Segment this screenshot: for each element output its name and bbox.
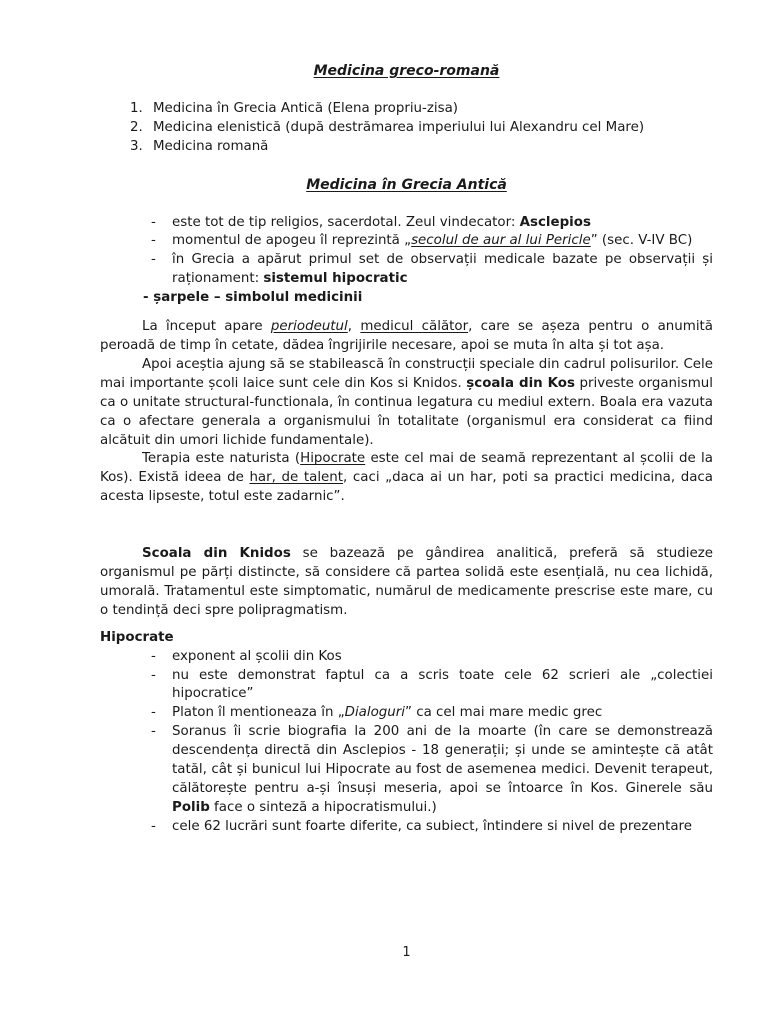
list-item [100,100,713,119]
text-run: este tot de tip religios, sacerdotal. Zeul vindecator: [172,214,520,230]
text-run: se bazează pe gândirea analitică, preferă să studieze organismul pe părți distincte, să considere că partea solidă este esențială, nu cea lichidă, umorală. Tratamentul este simptomatic, numărul de medicamente prescrise este mare, cu o tendință deci spre polipragmatism. [100,546,713,618]
numbered-list [100,100,713,157]
text-run: , care se așeza pentru o anumită peroadă de timp în cetate, dădea îngrijirile necesare, apoi se muta în alta și tot așa. [100,319,713,353]
text-run: secolul de aur al lui Pericle [411,233,591,249]
bullet-list [100,648,713,837]
list-item [100,667,713,705]
text-run: Platon îl mentioneaza în „ [172,705,345,721]
list-item [100,723,713,818]
bullet-line [100,289,713,308]
text-run: ” (sec. V-IV BC) [590,233,693,249]
list-item [100,214,713,233]
list-item [100,138,713,157]
bullet-list [100,214,713,290]
text-run: Hipocrate [100,629,174,645]
list-marker: - [151,214,156,230]
text-run: Medicina romană [153,138,269,154]
text-run: Asclepios [519,214,591,230]
list-marker: 2. [130,119,143,135]
list-marker: - [151,818,156,834]
text-run: Medicina greco-romană [313,63,500,79]
text-run: , [347,319,361,335]
list-item [100,251,713,289]
list-marker: 3. [130,138,143,154]
text-run: har, de talent [249,470,344,486]
text-run: Medicina în Grecia Antică (Elena propriu-zisa) [153,100,459,116]
text-run: ” ca cel mai mare medic grec [405,705,603,721]
text-run: periodeutul [270,319,348,335]
list-marker: - [151,705,156,721]
list-marker: 1. [130,100,143,116]
text-run: șarpele – simbolul medicinii [153,290,363,306]
list-marker: - [151,648,156,664]
list-marker: - [151,252,156,268]
text-run: Scoala din Knidos [142,546,291,562]
list-marker: - [151,724,156,740]
list-marker: - [143,290,154,306]
list-marker: - [151,233,156,249]
list-item [100,119,713,138]
section-title [100,176,713,195]
text-run: Polib [172,799,210,815]
list-marker: - [151,667,156,683]
text-run: Apoi aceștia ajung să se stabilească în construcții speciale din cadrul polisurilor. Cele mai importante școli laice sunt cele din Kos si Knidos. [100,356,713,391]
document-content [100,62,713,837]
text-run: Terapia este naturista ( [142,451,301,467]
text-run: Soranus îi scrie biografia la 200 ani de la moarte (în care se demonstrează descendența directă din Asclepios - 18 generații; și unde se amintește că atât tatăl, cât și bunicul lui Hipocrate au fost de asemenea medici. Devenit terapeut, călătorește pentru a-și însuși meseria, apoi se întoarce în Kos. Ginerele său [172,724,713,796]
paragraph [100,318,713,356]
text-run: momentul de apogeu îl reprezintă „ [172,233,412,249]
text-run: Dialoguri [344,705,406,721]
text-run: La început apare [142,319,271,335]
page-number: 1 [402,945,411,960]
paragraph [100,450,713,507]
section-title [100,62,713,81]
text-run: medicul călător [360,319,469,335]
text-run: nu este demonstrat faptul ca a scris toate cele 62 scrieri ale „colectiei hipocratice” [172,667,713,702]
text-run: este cel mai de seamă reprezentant al școlii de la Kos). Există ideea de [100,451,713,486]
text-run: școala din Kos [466,375,575,391]
section-heading [100,629,713,648]
paragraph [100,356,713,451]
list-item [100,648,713,667]
text-run: sistemul hipocratic [263,271,408,287]
text-run: face o sinteză a hipocratismului.) [209,799,437,815]
text-run: Hipocrate [300,451,366,467]
paragraph [100,545,713,621]
text-run: priveste organismul ca o unitate structural-functionala, în continua legatura cu mediul extern. Boala era vazuta ca o afectare generala a organismului în totalitate (organismul era considerat ca fiind alcătuit din umori lichide fundamentale). [100,375,713,448]
text-run: în Grecia a apărut primul set de observații medicale bazate pe observații și raționament: [172,252,713,287]
list-item [100,704,713,723]
text-run: Medicina elenistică (după destrămarea imperiului lui Alexandru cel Mare) [153,119,645,135]
list-item [100,818,713,837]
text-run: Medicina în Grecia Antică [306,176,507,193]
text-run: , caci „daca ai un har, poti sa practici medicina, daca acesta lipseste, totul este zadarnic”. [100,470,714,505]
text-run: exponent al școlii din Kos [172,648,342,664]
text-run: cele 62 lucrări sunt foarte diferite, ca subiect, întindere si nivel de prezentare [172,818,692,834]
list-item [100,232,713,251]
